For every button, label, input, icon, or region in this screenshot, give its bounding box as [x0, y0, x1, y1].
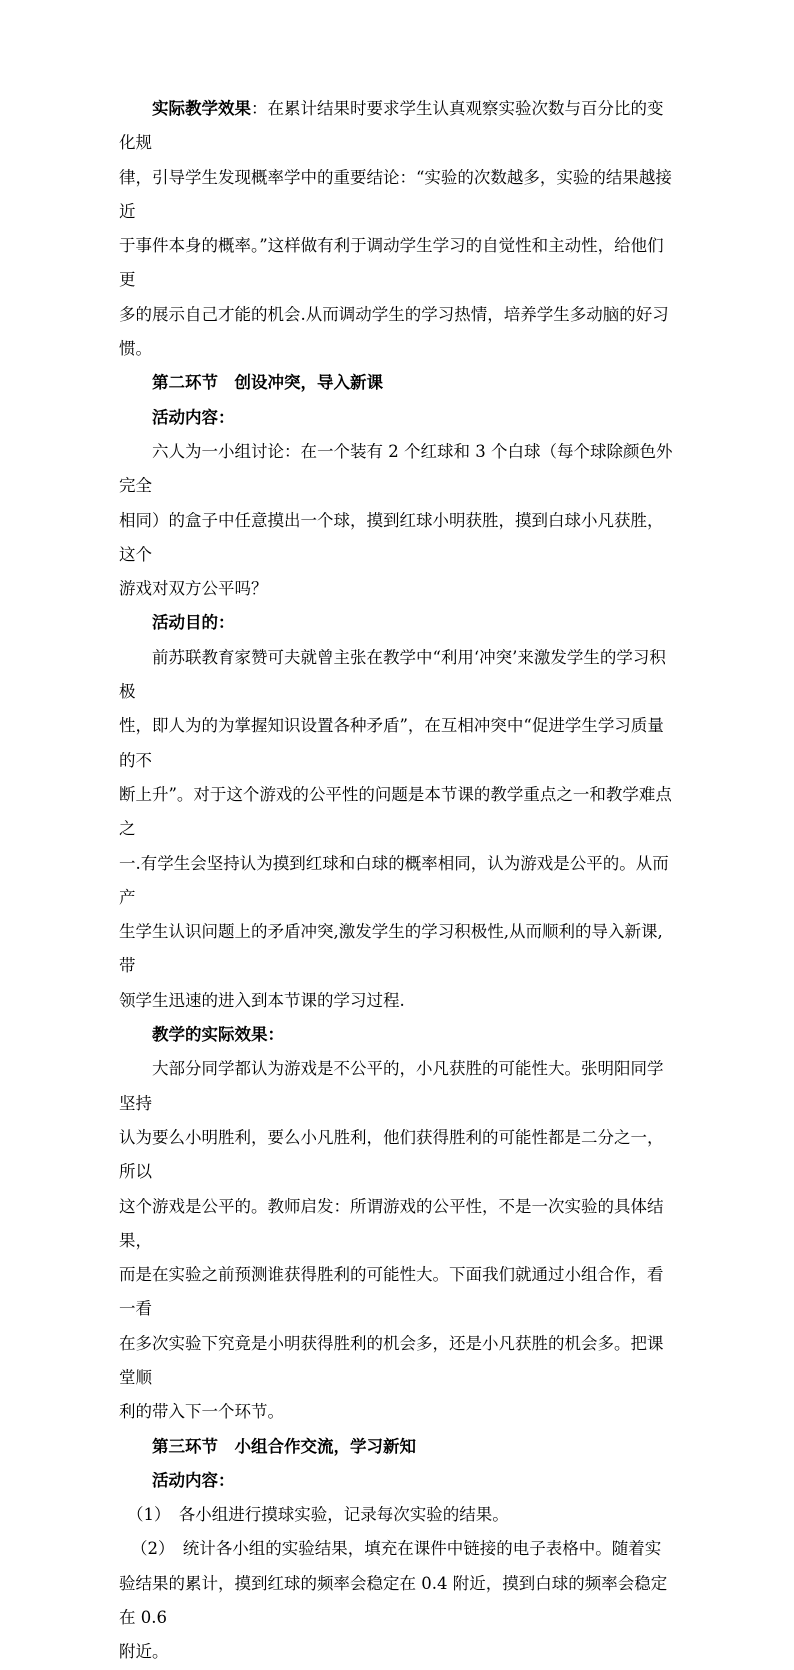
- text-line: 六人为一小组讨论：在一个装有 2 个红球和 3 个白球（每个球除颜色外完全: [119, 441, 673, 496]
- text-line: 验结果的累计，摸到红球的频率会稳定在 0.4 附近，摸到白球的频率会稳定在 0.6: [119, 1573, 668, 1628]
- text-line: 大部分同学都认为游戏是不公平的，小凡获胜的可能性大。张明阳同学坚持: [119, 1059, 664, 1113]
- text-line: 生学生认识问题上的矛盾冲突,激发学生的学习积极性,从而顺利的导入新课,带: [119, 922, 663, 976]
- text-line: 多的展示自己才能的机会.从而调动学生的学习热情，培养学生多动脑的好习惯。: [119, 304, 669, 359]
- text-line: 认为要么小明胜利，要么小凡胜利，他们获得胜利的可能性都是二分之一，所以: [119, 1127, 664, 1182]
- list-item-2: （2） 统计各小组的实验结果，填充在课件中链接的电子表格中。随着实: [131, 1539, 662, 1559]
- list-item-1: （1） 各小组进行摸球实验，记录每次实验的结果。: [127, 1505, 509, 1525]
- text-line: 这个游戏是公平的。教师启发：所谓游戏的公平性，不是一次实验的具体结果，: [119, 1196, 664, 1250]
- text-line: 而是在实验之前预测谁获得胜利的可能性大。下面我们就通过小组合作，看一看: [119, 1265, 664, 1319]
- activity-content-heading: 活动内容：: [152, 407, 235, 427]
- text-line: 于事件本身的概率。”这样做有利于调动学生学习的自觉性和主动性，给他们更: [119, 236, 664, 290]
- text-line: 领学生迅速的进入到本节课的学习过程.: [119, 990, 405, 1010]
- text-line: 游戏对双方公平吗？: [119, 579, 268, 599]
- section-3-title: 第三环节 小组合作交流，学习新知: [152, 1436, 416, 1456]
- text-line: 附近。: [119, 1642, 169, 1662]
- text-line: 在多次实验下究竟是小明获得胜利的机会多，还是小凡获胜的机会多。把课堂顺: [119, 1333, 664, 1387]
- paragraph-teaching-effect: 实际教学效果：在累计结果时要求学生认真观察实验次数与百分比的变化规: [119, 99, 664, 153]
- text-line: 前苏联教育家赞可夫就曾主张在教学中“利用‘冲突’来激发学生的学习积极: [119, 647, 666, 702]
- teaching-effect-heading: 教学的实际效果：: [152, 1025, 284, 1045]
- activity-purpose-heading: 活动目的：: [152, 613, 235, 633]
- text-line: 断上升”。对于这个游戏的公平性的问题是本节课的教学重点之一和教学难点之: [119, 784, 672, 839]
- section-2-title: 第二环节 创设冲突，导入新课: [152, 373, 383, 393]
- text-line: 性，即人为的为掌握知识设置各种矛盾”，在互相冲突中“促进学生学习质量的不: [119, 716, 664, 770]
- text-line: 利的带入下一个环节。: [119, 1402, 284, 1422]
- activity-content-heading: 活动内容：: [152, 1470, 235, 1490]
- text-line: 一.有学生会坚持认为摸到红球和白球的概率相同，认为游戏是公平的。从而产: [119, 853, 669, 907]
- text-line: 相同）的盒子中任意摸出一个球，摸到红球小明获胜，摸到白球小凡获胜，这个: [119, 510, 664, 564]
- document-body: [119, 92, 679, 1670]
- text-line: 律，引导学生发现概率学中的重要结论：“实验的次数越多，实验的结果越接近: [119, 167, 672, 221]
- lead-label: 实际教学效果: [152, 99, 251, 118]
